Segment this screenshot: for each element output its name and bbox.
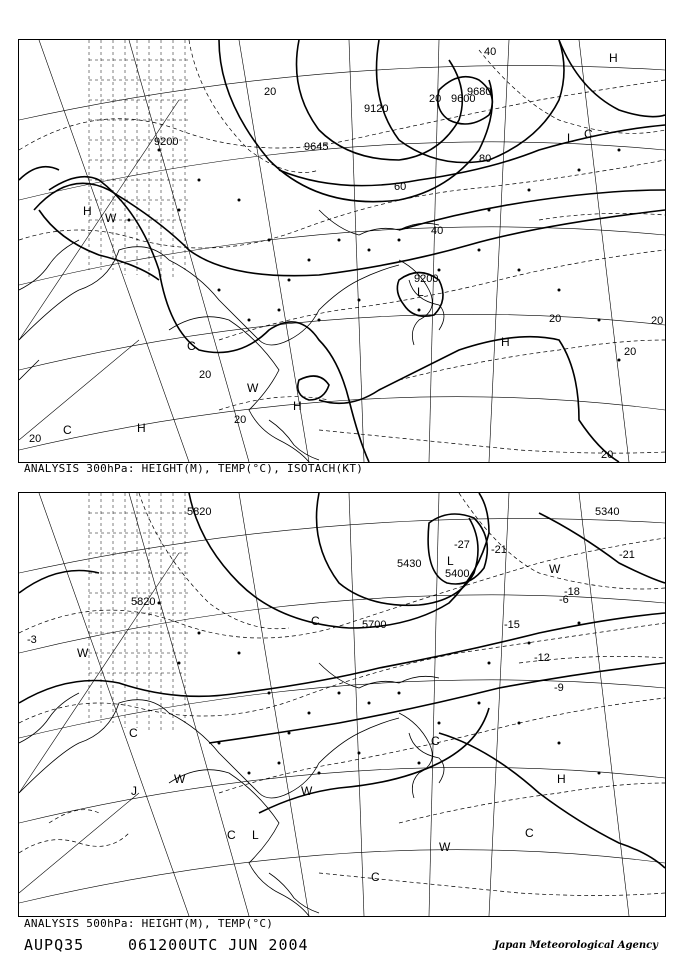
height-label: 9600 bbox=[451, 93, 476, 105]
center-label: H bbox=[83, 204, 92, 218]
isotach-label: 20 bbox=[429, 93, 442, 105]
height-label: 9200 bbox=[154, 136, 179, 148]
center-label: W bbox=[174, 772, 186, 786]
isotach-label: 80 bbox=[479, 153, 492, 165]
center-label: H bbox=[609, 51, 618, 65]
analysis-time: 061200UTC JUN 2004 bbox=[128, 936, 309, 954]
height-label: 5820 bbox=[131, 596, 156, 608]
center-label: W bbox=[247, 381, 259, 395]
isotherms-500 bbox=[19, 493, 665, 896]
isotach-label: 40 bbox=[484, 46, 497, 58]
center-label: C bbox=[63, 423, 72, 437]
isotach-label: 20 bbox=[29, 433, 42, 445]
center-label: C bbox=[311, 614, 320, 628]
center-label: C bbox=[371, 870, 380, 884]
labels-500 bbox=[27, 506, 635, 884]
isotherm-label: -21 bbox=[619, 549, 635, 561]
map-500hpa-canvas bbox=[19, 493, 665, 916]
isotherm-label: -3 bbox=[27, 634, 37, 646]
height-label: 9645 bbox=[304, 141, 329, 153]
isotach-label: 60 bbox=[394, 181, 407, 193]
center-label: W bbox=[439, 840, 451, 854]
labels-300 bbox=[29, 46, 663, 461]
caption-500hpa: ANALYSIS 500hPa: HEIGHT(M), TEMP(°C) bbox=[24, 917, 274, 930]
center-label: L bbox=[447, 554, 454, 568]
center-label: C bbox=[431, 734, 440, 748]
isotach-label: 40 bbox=[431, 225, 444, 237]
height-label: 9200 bbox=[414, 273, 439, 285]
graticule-300 bbox=[19, 40, 665, 462]
height-contours-500 bbox=[19, 493, 665, 868]
isotherm-label: -9 bbox=[554, 682, 564, 694]
map-500hpa bbox=[18, 492, 666, 917]
isotherm-label: -6 bbox=[559, 594, 569, 606]
isotherm-label: -18 bbox=[564, 586, 580, 598]
center-label: C bbox=[227, 828, 236, 842]
center-label: L bbox=[252, 828, 259, 842]
isotach-label: 20 bbox=[601, 449, 614, 461]
center-label: H bbox=[293, 399, 302, 413]
caption-300hpa: ANALYSIS 300hPa: HEIGHT(M), TEMP(°C), ISOTACH(KT) bbox=[24, 462, 364, 475]
center-label: C bbox=[129, 726, 138, 740]
isotherm-label: -15 bbox=[504, 619, 520, 631]
center-label: C bbox=[187, 339, 196, 353]
center-label: H bbox=[137, 421, 146, 435]
coastline-500 bbox=[19, 663, 444, 916]
isotach-label: 20 bbox=[549, 313, 562, 325]
isotherm-label: -12 bbox=[534, 652, 550, 664]
isotherms-300 bbox=[19, 40, 665, 453]
isotach-label: 20 bbox=[199, 369, 212, 381]
station-marks-300 bbox=[128, 149, 621, 362]
isotach-label: 20 bbox=[234, 414, 247, 426]
height-label: 9120 bbox=[364, 103, 389, 115]
center-label: J bbox=[131, 784, 137, 798]
center-label: H bbox=[501, 335, 510, 349]
center-label: C bbox=[584, 127, 593, 141]
height-label: 5430 bbox=[397, 558, 422, 570]
height-label: 5340 bbox=[595, 506, 620, 518]
center-label: L bbox=[567, 131, 574, 145]
isotach-label: 20 bbox=[651, 315, 664, 327]
isotach-label: 20 bbox=[624, 346, 637, 358]
center-label: C bbox=[525, 826, 534, 840]
isotherm-label: -21 bbox=[491, 544, 507, 556]
height-label: 5400 bbox=[445, 568, 470, 580]
chart-code: AUPQ35 bbox=[24, 936, 85, 954]
center-label: W bbox=[77, 646, 89, 660]
agency-name: Japan Meteorological Agency bbox=[494, 940, 658, 951]
height-label: 5700 bbox=[362, 619, 387, 631]
isotherm-label: -27 bbox=[454, 539, 470, 551]
center-label: H bbox=[557, 772, 566, 786]
map-300hpa bbox=[18, 39, 666, 463]
height-label: 5820 bbox=[187, 506, 212, 518]
height-label: 9680 bbox=[467, 86, 492, 98]
height-contours-300 bbox=[19, 40, 665, 462]
center-label: W bbox=[301, 784, 313, 798]
center-label: W bbox=[549, 562, 561, 576]
isotach-label: 20 bbox=[264, 86, 277, 98]
center-label: W bbox=[105, 211, 117, 225]
map-300hpa-canvas bbox=[19, 40, 665, 462]
center-label: L bbox=[417, 285, 424, 299]
